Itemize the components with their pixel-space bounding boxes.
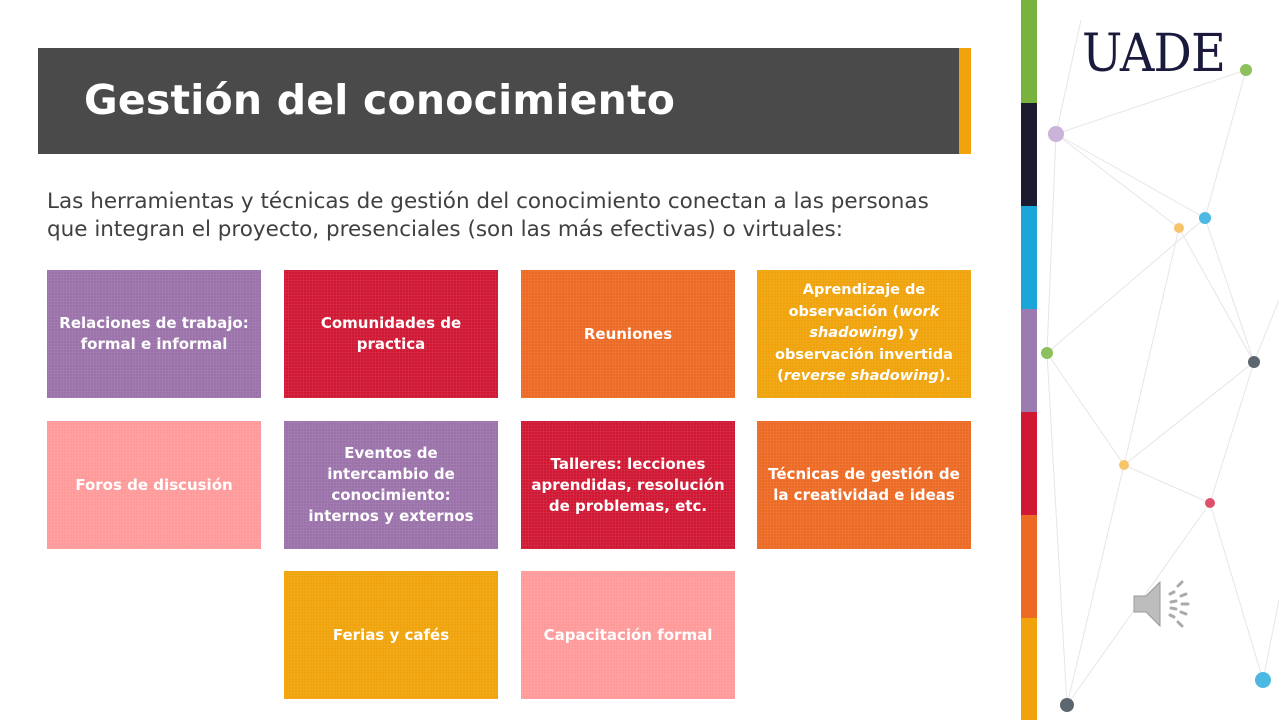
card-foros-de-discusion[interactable] <box>47 421 261 549</box>
speaker-icon[interactable] <box>1130 572 1194 636</box>
stripe-red <box>1021 412 1037 515</box>
stripe-navy <box>1021 103 1037 206</box>
card-comunidades-de-practica[interactable] <box>284 270 498 398</box>
title-accent-bar <box>959 48 971 154</box>
stripe-amber <box>1021 618 1037 720</box>
stripe-orange <box>1021 515 1037 618</box>
card-label: Técnicas de gestión de la creatividad e ideas <box>768 465 960 504</box>
card-label: Comunidades de practica <box>320 314 462 353</box>
card-label: Capacitación formal <box>543 625 713 644</box>
slide-title: Gestión del conocimiento <box>84 76 676 124</box>
card-relaciones-de-trabajo[interactable] <box>47 270 261 398</box>
card-capacitacion-formal[interactable] <box>521 571 735 699</box>
stripe-green <box>1021 0 1037 103</box>
card-label: Foros de discusión <box>75 475 233 494</box>
stripe-blue <box>1021 206 1037 309</box>
card-reuniones[interactable] <box>521 270 735 398</box>
uade-logo: UADE <box>1082 24 1226 84</box>
intro-line-1: Las herramientas y técnicas de gestión del conocimiento conectan a las personas <box>47 189 929 214</box>
card-label: Aprendizaje de observación (work shadowing) y observación invertida (reverse shadowing). <box>775 282 953 385</box>
stripe-purple <box>1021 309 1037 412</box>
card-aprendizaje-de-observacion[interactable] <box>757 270 971 398</box>
card-talleres[interactable] <box>521 421 735 549</box>
card-label: Ferias y cafés <box>332 625 450 644</box>
intro-text <box>47 188 947 244</box>
card-tecnicas-de-creatividad[interactable] <box>757 421 971 549</box>
card-label: Talleres: lecciones aprendidas, resolución de problemas, etc. <box>531 454 725 515</box>
card-label: Reuniones <box>583 324 673 343</box>
card-label: Relaciones de trabajo: formal e informal <box>59 314 249 353</box>
card-eventos-de-intercambio[interactable] <box>284 421 498 549</box>
intro-line-2: que integran el proyecto, presenciales (son las más efectivas) o virtuales: <box>47 217 843 242</box>
card-ferias-y-cafes[interactable] <box>284 571 498 699</box>
card-label: Eventos de intercambio de conocimiento: internos y externos <box>308 444 474 525</box>
